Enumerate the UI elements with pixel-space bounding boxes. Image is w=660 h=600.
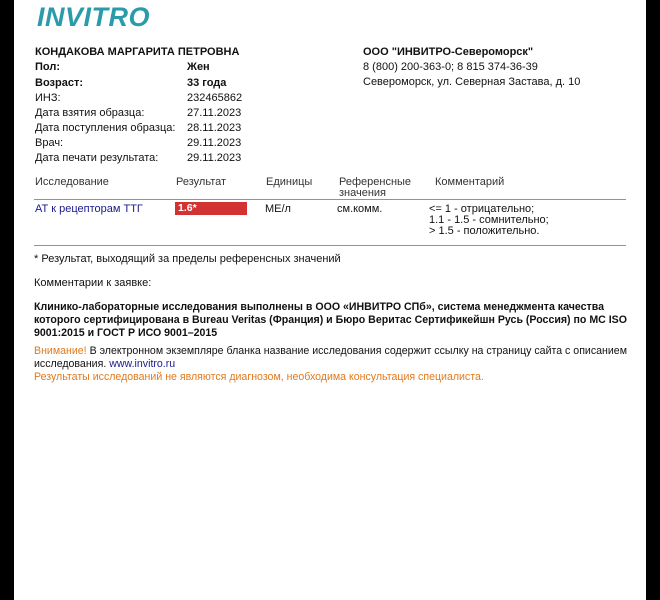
study-name-link[interactable]: АТ к рецепторам ТТГ <box>35 203 143 215</box>
col-comment-header: Комментарий <box>435 176 505 188</box>
table-bottom-divider <box>34 245 626 246</box>
comment-line-2: 1.1 - 1.5 - сомнительно; <box>429 214 549 226</box>
result-value-flagged: 1.6* <box>175 202 247 215</box>
sex-label: Пол: <box>35 61 61 73</box>
col-ref-header-line1: Референсные <box>339 176 412 188</box>
disclaimer: Результаты исследований не являются диагнозом, необходима консультация специалиста. <box>34 371 484 383</box>
doctor-label: Врач: <box>35 137 64 149</box>
print-date-value: 29.11.2023 <box>187 152 242 164</box>
attention-notice <box>34 345 634 371</box>
lab-address: Североморск, ул. Северная Застава, д. 10 <box>363 76 581 88</box>
certification-text: Клинико-лабораторные исследования выполнены в ООО «ИНВИТРО СПб», система менеджмента качества которого сертифицирована в Bureau Veritas (Франция) и Бюро Веритас Сертификейшн Русь (Россия) по МС ISO 9001:2015 и ГОСТ Р ИСО 9001–2015 <box>34 301 627 339</box>
comments-label: Комментарии к заявке: <box>34 277 152 289</box>
comment-line-1: <= 1 - отрицательно; <box>429 203 535 215</box>
sample-taken-value: 27.11.2023 <box>187 107 242 119</box>
inz-value: 232465862 <box>187 92 243 104</box>
report-page <box>14 0 646 600</box>
invitro-logo: INVITRO <box>37 2 151 32</box>
site-link[interactable]: www.invitro.ru <box>109 358 176 370</box>
doctor-value: 29.11.2023 <box>187 137 242 149</box>
attention-text: В электронном экземпляре бланка название исследования содержит ссылку на страницу сайта с описанием исследования. <box>34 345 627 370</box>
sample-taken-label: Дата взятия образца: <box>35 107 145 119</box>
col-study-header: Исследование <box>35 176 109 188</box>
attention-label: Внимание! <box>34 345 87 357</box>
col-ref-header-line2: значения <box>339 187 387 199</box>
reference-values: см.комм. <box>337 203 383 215</box>
patient-name: КОНДАКОВА МАРГАРИТА ПЕТРОВНА <box>35 46 240 58</box>
sample-received-value: 28.11.2023 <box>187 122 242 134</box>
sample-received-label: Дата поступления образца: <box>35 122 176 134</box>
age-value: 33 года <box>187 77 227 89</box>
col-result-header: Результат <box>176 176 227 188</box>
comment-line-3: > 1.5 - положительно. <box>429 225 540 237</box>
footnote: * Результат, выходящий за пределы референсных значений <box>34 253 341 265</box>
sex-value: Жен <box>187 61 210 73</box>
age-label: Возраст: <box>35 77 83 89</box>
inz-label: ИНЗ: <box>35 92 61 104</box>
lab-name: ООО "ИНВИТРО-Североморск" <box>363 46 534 58</box>
col-units-header: Единицы <box>266 176 313 188</box>
print-date-label: Дата печати результата: <box>35 152 159 164</box>
result-units: МЕ/л <box>265 203 291 215</box>
table-header-divider <box>34 199 626 200</box>
lab-phone: 8 (800) 200-363-0; 8 815 374-36-39 <box>363 61 538 73</box>
